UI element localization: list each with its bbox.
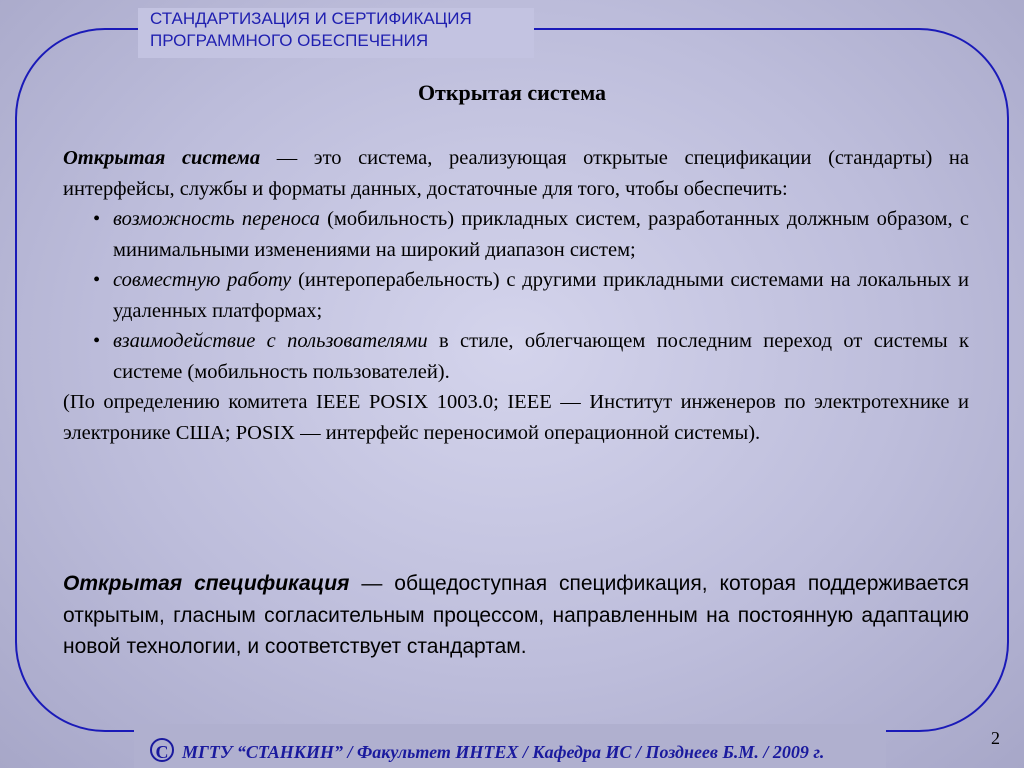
list-item — [93, 265, 969, 326]
definition-term: Открытая система — [63, 147, 261, 169]
specification-paragraph — [63, 568, 969, 663]
list-item-text: в стиле, облегчающем последним переход от системы к системе (мобильность пользователей). — [113, 330, 969, 383]
footer-text: МГТУ “СТАНКИН” / Факультет ИНТЕХ / Кафедра ИС / Позднеев Б.М. / 2009 г. — [182, 742, 825, 762]
specification-text: — общедоступная спецификация, которая поддерживается открытым, гласным согласительным процессом, направленным на постоянную адаптацию новой технологии, и соответствует стандартам. — [63, 572, 969, 658]
list-item — [93, 326, 969, 387]
specification-term: Открытая спецификация — [63, 572, 350, 595]
page-number: 2 — [991, 728, 1000, 748]
slide-title: Открытая система — [417, 80, 607, 105]
list-item-term: совместную работу — [113, 269, 292, 291]
definition-text: — это система, реализующая открытые спецификации (стандарты) на интерфейсы, службы и форматы данных, достаточные для того, чтобы обеспечить: — [63, 147, 969, 200]
slide-body — [63, 143, 969, 448]
list-item-text: (мобильность) прикладных систем, разработанных должным образом, с минимальными изменениями на широкий диапазон систем; — [113, 208, 969, 261]
bullet-icon: • — [93, 330, 101, 352]
bullet-icon: • — [93, 208, 101, 230]
capability-list — [93, 204, 969, 387]
slide-footer — [150, 738, 824, 763]
copyright-icon: C — [150, 738, 174, 762]
definition-paragraph — [63, 143, 969, 204]
list-item — [93, 204, 969, 265]
list-item-text: (интероперабельность) с другими прикладными системами на локальных и удаленных платформах; — [113, 269, 969, 322]
header-line-2: ПРОГРАММНОГО ОБЕСПЕЧЕНИЯ — [150, 31, 429, 50]
list-item-term: возможность переноса — [113, 208, 320, 230]
header-line-1: СТАНДАРТИЗАЦИЯ И СЕРТИФИКАЦИЯ — [150, 9, 472, 28]
bullet-icon: • — [93, 269, 101, 291]
slide-header — [150, 8, 472, 52]
definition-note: (По определению комитета IEEE POSIX 1003.0; IEEE — Институт инженеров по электротехнике и электронике США; POSIX — интерфейс переносимой операционной системы). — [63, 391, 969, 444]
list-item-term: взаимодействие с пользователями — [113, 330, 428, 352]
